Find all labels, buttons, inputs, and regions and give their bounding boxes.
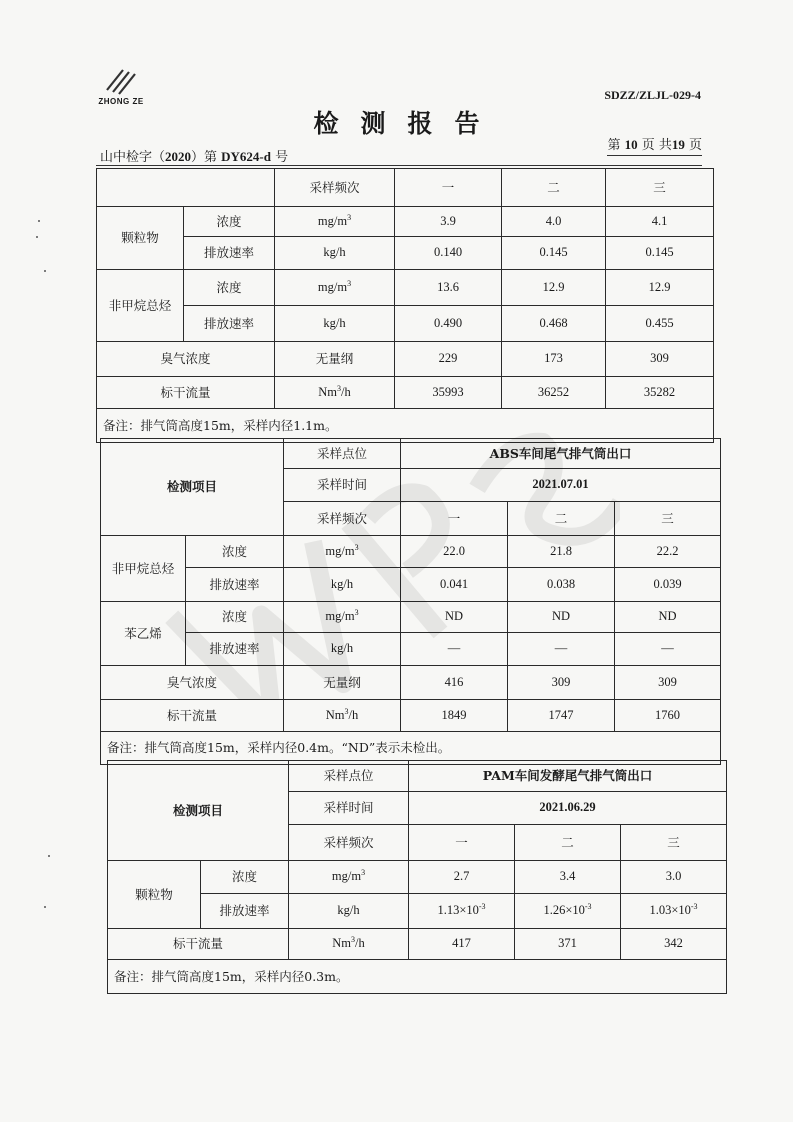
- run-header: 一: [401, 502, 508, 536]
- unit-cell: Nm$^3$/h: [275, 377, 395, 409]
- value-cell: 4.0: [502, 207, 606, 237]
- value-cell: $1.13\times 10^{-3}$: [409, 894, 515, 929]
- value-cell: 21.8: [508, 536, 615, 568]
- run-header: 一: [409, 825, 515, 861]
- value-cell: 0.140: [395, 237, 502, 270]
- time-label: 采样时间: [289, 792, 409, 825]
- value-cell: 3.0: [621, 861, 727, 894]
- item-header: 检测项目: [108, 761, 289, 861]
- blank-cell: [97, 169, 275, 207]
- group-label: 非甲烷总烃: [97, 270, 184, 342]
- value-cell: 0.455: [606, 306, 714, 342]
- value-cell: 342: [621, 929, 727, 960]
- page-number: 10: [624, 137, 638, 152]
- flow-label: 标干流量: [108, 929, 289, 960]
- value-cell: 0.145: [606, 237, 714, 270]
- site-label: 采样点位: [284, 439, 401, 469]
- unit-cell: $mg/m^3$: [275, 207, 395, 237]
- value-cell: 416: [401, 666, 508, 700]
- item-label: 浓度: [186, 602, 284, 633]
- value-cell: 3.9: [395, 207, 502, 237]
- value-cell: 22.2: [615, 536, 721, 568]
- unit-cell: 无量纲: [275, 342, 395, 377]
- page-suffix: 页: [684, 138, 702, 153]
- ref-number: DY624-d: [221, 149, 271, 164]
- scan-speck: [48, 855, 50, 857]
- unit-cell: $mg/m^3$: [289, 861, 409, 894]
- value-cell: 1747: [508, 700, 615, 732]
- sampling-time: 2021.06.29: [409, 792, 727, 825]
- value-cell: 0.041: [401, 568, 508, 602]
- odor-label: 臭气浓度: [101, 666, 284, 700]
- table-note: 备注：排气筒高度15m，采样内径0.3m。: [108, 960, 727, 994]
- item-label: 浓度: [201, 861, 289, 894]
- value-cell: 36252: [502, 377, 606, 409]
- item-label: 浓度: [186, 536, 284, 568]
- run-header: 二: [508, 502, 615, 536]
- run-header: 二: [502, 169, 606, 207]
- scan-speck: [44, 270, 46, 272]
- value-cell: 35993: [395, 377, 502, 409]
- value-cell: 1849: [401, 700, 508, 732]
- value-cell: ND: [615, 602, 721, 633]
- results-table-3: [107, 760, 727, 994]
- unit-cell: kg/h: [289, 894, 409, 929]
- unit-cell: Nm$^3$/h: [284, 700, 401, 732]
- value-cell: —: [615, 633, 721, 666]
- value-cell: ND: [508, 602, 615, 633]
- value-cell: 4.1: [606, 207, 714, 237]
- run-header: 三: [615, 502, 721, 536]
- value-cell: 35282: [606, 377, 714, 409]
- page-total: 19: [671, 137, 685, 152]
- unit-cell: kg/h: [275, 306, 395, 342]
- value-cell: 1760: [615, 700, 721, 732]
- page-number-info: [607, 134, 702, 156]
- results-table-1: [96, 168, 714, 443]
- item-label: 排放速率: [201, 894, 289, 929]
- scan-speck: [36, 236, 38, 238]
- freq-label: 采样频次: [289, 825, 409, 861]
- value-cell: 13.6: [395, 270, 502, 306]
- logo-text: ZHONG ZE: [98, 97, 144, 106]
- value-cell: 417: [409, 929, 515, 960]
- table-note: 备注：排气筒高度15m，采样内径0.4m。“ND”表示未检出。: [101, 732, 721, 765]
- odor-label: 臭气浓度: [97, 342, 275, 377]
- ref-suffix: 号: [271, 150, 289, 165]
- value-cell: 0.490: [395, 306, 502, 342]
- header-rule: [96, 165, 702, 166]
- value-cell: 0.145: [502, 237, 606, 270]
- unit-cell: kg/h: [275, 237, 395, 270]
- value-cell: 12.9: [502, 270, 606, 306]
- table-note: 备注：排气筒高度15m，采样内径1.1m。: [97, 409, 714, 443]
- page-title: 检测报告: [313, 109, 502, 138]
- value-cell: —: [401, 633, 508, 666]
- sampling-time: 2021.07.01: [401, 469, 721, 502]
- item-header: 检测项目: [101, 439, 284, 536]
- group-label: 苯乙烯: [101, 602, 186, 666]
- ref-mid: ）第: [191, 150, 222, 165]
- group-label: 颗粒物: [97, 207, 184, 270]
- document-code: SDZZ/ZLJL-029-4: [604, 88, 701, 102]
- value-cell: 309: [508, 666, 615, 700]
- results-table-2: [100, 438, 721, 765]
- ref-year: 2020: [165, 149, 192, 164]
- run-header: 一: [395, 169, 502, 207]
- run-header: 三: [606, 169, 714, 207]
- run-header: 二: [515, 825, 621, 861]
- unit-cell: kg/h: [284, 633, 401, 666]
- site-label: 采样点位: [289, 761, 409, 792]
- time-label: 采样时间: [284, 469, 401, 502]
- group-label: 颗粒物: [108, 861, 201, 929]
- item-label: 浓度: [184, 270, 275, 306]
- item-label: 排放速率: [184, 306, 275, 342]
- group-label: 非甲烷总烃: [101, 536, 186, 602]
- value-cell: 309: [615, 666, 721, 700]
- scan-speck: [44, 906, 46, 908]
- value-cell: —: [508, 633, 615, 666]
- unit-cell: 无量纲: [284, 666, 401, 700]
- value-cell: 229: [395, 342, 502, 377]
- report-reference: [100, 146, 288, 165]
- logo-icon: [101, 66, 141, 96]
- sampling-site: PAM车间发酵尾气排气筒出口: [409, 761, 727, 792]
- page-mid: 页 共: [637, 138, 672, 153]
- page-prefix: 第: [607, 138, 625, 153]
- freq-label: 采样频次: [275, 169, 395, 207]
- value-cell: $1.26\times 10^{-3}$: [515, 894, 621, 929]
- item-label: 排放速率: [184, 237, 275, 270]
- value-cell: 0.039: [615, 568, 721, 602]
- flow-label: 标干流量: [101, 700, 284, 732]
- sampling-site: ABS车间尾气排气筒出口: [401, 439, 721, 469]
- scan-speck: [38, 220, 40, 222]
- unit-cell: kg/h: [284, 568, 401, 602]
- value-cell: 309: [606, 342, 714, 377]
- value-cell: 12.9: [606, 270, 714, 306]
- value-cell: $1.03\times 10^{-3}$: [621, 894, 727, 929]
- value-cell: 22.0: [401, 536, 508, 568]
- value-cell: 2.7: [409, 861, 515, 894]
- item-label: 浓度: [184, 207, 275, 237]
- unit-cell: $mg/m^3$: [284, 536, 401, 568]
- value-cell: 0.038: [508, 568, 615, 602]
- run-header: 三: [621, 825, 727, 861]
- unit-cell: $mg/m^3$: [275, 270, 395, 306]
- freq-label: 采样频次: [284, 502, 401, 536]
- ref-prefix: 山中检字（: [100, 150, 166, 165]
- item-label: 排放速率: [186, 633, 284, 666]
- item-label: 排放速率: [186, 568, 284, 602]
- unit-cell: $mg/m^3$: [284, 602, 401, 633]
- unit-cell: Nm$^3$/h: [289, 929, 409, 960]
- flow-label: 标干流量: [97, 377, 275, 409]
- value-cell: 0.468: [502, 306, 606, 342]
- value-cell: 371: [515, 929, 621, 960]
- value-cell: 3.4: [515, 861, 621, 894]
- value-cell: ND: [401, 602, 508, 633]
- value-cell: 173: [502, 342, 606, 377]
